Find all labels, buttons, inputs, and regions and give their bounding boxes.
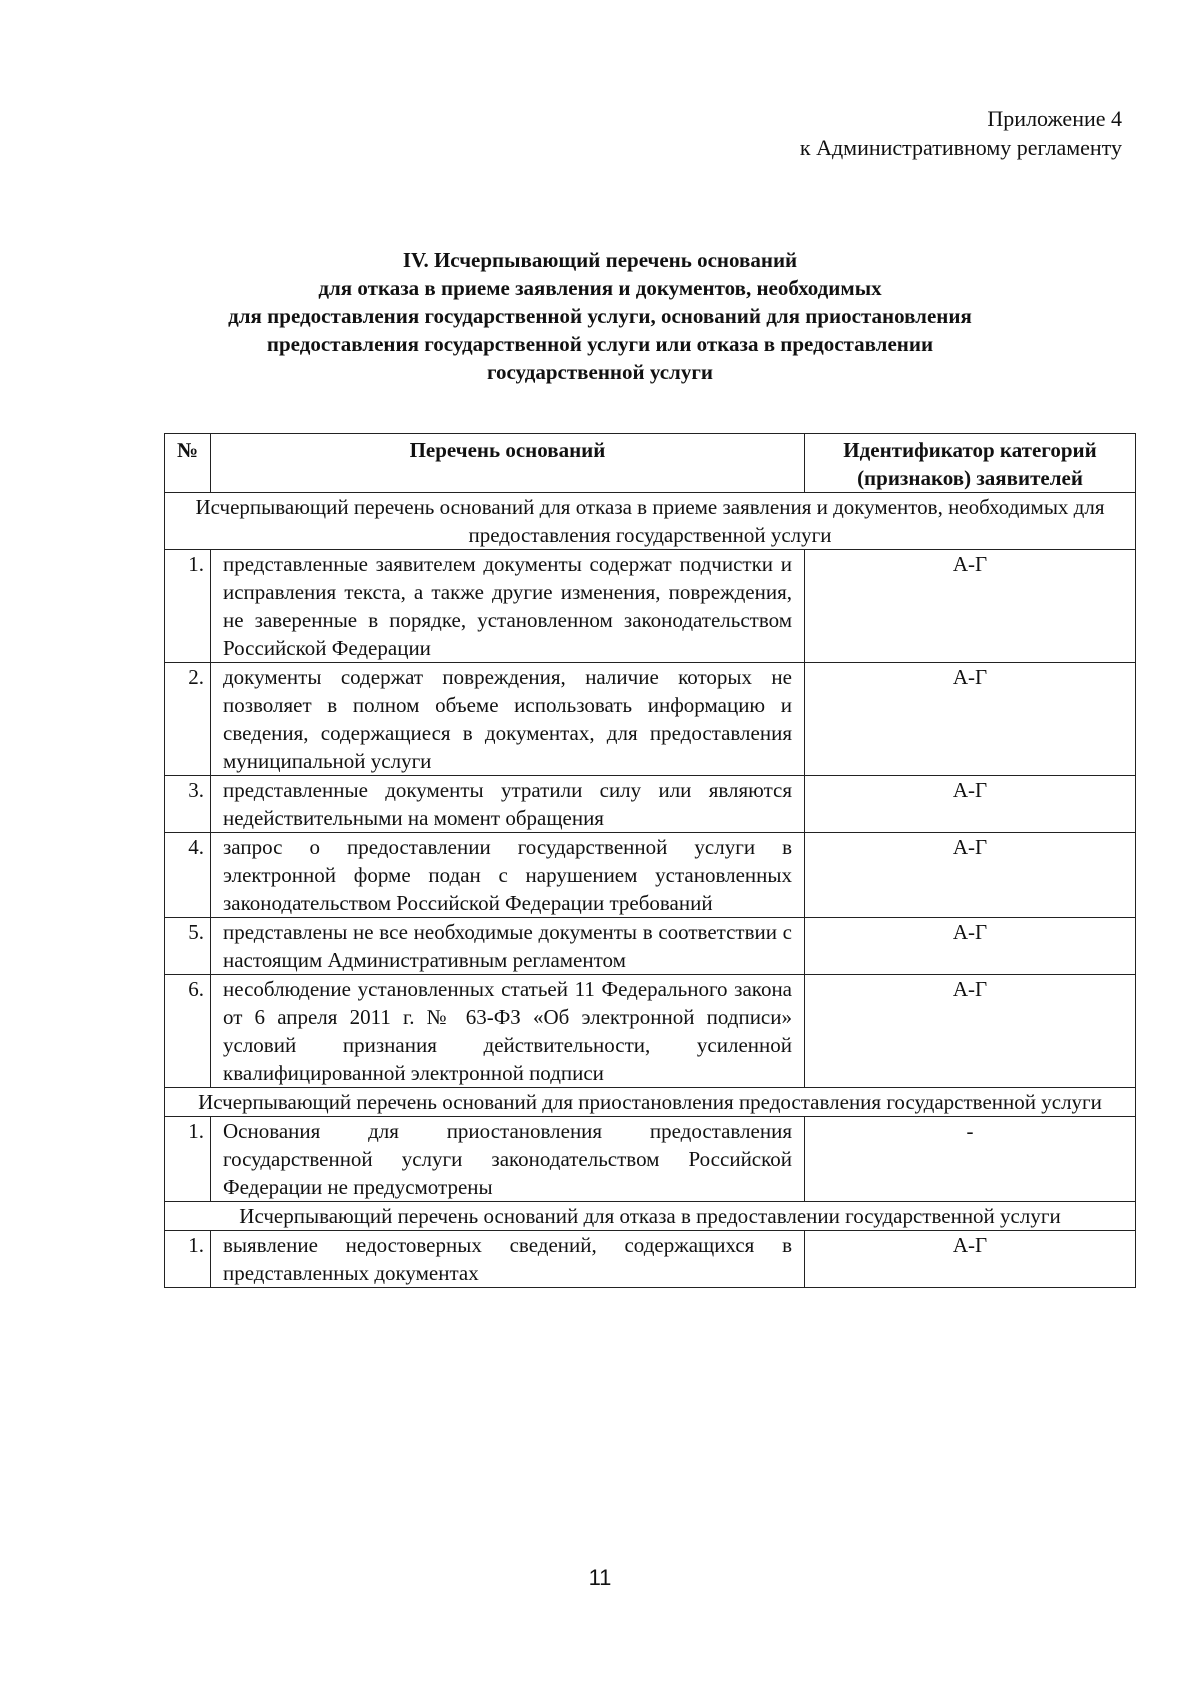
- row-number: 1.: [165, 550, 211, 663]
- table-row: [165, 918, 1136, 975]
- header-reasons: Перечень оснований: [211, 434, 805, 493]
- row-identifier: А-Г: [805, 776, 1136, 833]
- section-heading-row: [165, 1202, 1136, 1231]
- table-row: [165, 550, 1136, 663]
- section-heading-refusal-acceptance: Исчерпывающий перечень оснований для отказа в приеме заявления и документов, необходимых для предоставления государственной услуги: [165, 493, 1136, 550]
- row-number: 4.: [165, 833, 211, 918]
- header-num: №: [165, 434, 211, 493]
- row-number: 1.: [165, 1117, 211, 1202]
- row-reason: Основания для приостановления предоставления государственной услуги законодательством Российской Федерации не предусмотрены: [211, 1117, 805, 1202]
- row-reason: документы содержат повреждения, наличие которых не позволяет в полном объеме использовать информацию и сведения, содержащиеся в документах, для предоставления муниципальной услуги: [211, 663, 805, 776]
- row-identifier: -: [805, 1117, 1136, 1202]
- title-line: IV. Исчерпывающий перечень оснований: [402, 248, 798, 272]
- table-row: [165, 663, 1136, 776]
- row-number: 5.: [165, 918, 211, 975]
- row-number: 6.: [165, 975, 211, 1088]
- title-line: предоставления государственной услуги или отказа в предоставлении: [266, 332, 934, 356]
- row-identifier: А-Г: [805, 975, 1136, 1088]
- row-identifier: А-Г: [805, 550, 1136, 663]
- row-reason: представленные заявителем документы содержат подчистки и исправления текста, а также другие изменения, повреждения, не заверенные в порядке, установленном законодательством Российской Федерации: [211, 550, 805, 663]
- row-reason: представленные документы утратили силу или являются недействительными на момент обращения: [211, 776, 805, 833]
- header-identifier: Идентификатор категорий (признаков) заявителей: [805, 434, 1136, 493]
- appendix-number: Приложение 4: [987, 106, 1122, 131]
- row-number: 1.: [165, 1231, 211, 1288]
- section-title: [150, 246, 1050, 386]
- appendix-header: [800, 104, 1122, 162]
- appendix-reference: к Административному регламенту: [799, 135, 1122, 160]
- table-row: [165, 1117, 1136, 1202]
- table-row: [165, 776, 1136, 833]
- grounds-table: [164, 433, 1136, 1288]
- row-reason: представлены не все необходимые документы в соответствии с настоящим Административным регламентом: [211, 918, 805, 975]
- section-heading-row: [165, 1088, 1136, 1117]
- row-identifier: А-Г: [805, 918, 1136, 975]
- row-reason: выявление недостоверных сведений, содержащихся в представленных документах: [211, 1231, 805, 1288]
- row-reason: запрос о предоставлении государственной услуги в электронной форме подан с нарушением установленных законодательством Российской Федерации требований: [211, 833, 805, 918]
- table-row: [165, 975, 1136, 1088]
- table-header-row: [165, 434, 1136, 493]
- table-row: [165, 1231, 1136, 1288]
- row-number: 3.: [165, 776, 211, 833]
- section-heading-suspension: Исчерпывающий перечень оснований для приостановления предоставления государственной услуги: [165, 1088, 1136, 1117]
- row-identifier: А-Г: [805, 663, 1136, 776]
- section-heading-row: [165, 493, 1136, 550]
- row-number: 2.: [165, 663, 211, 776]
- section-heading-refusal-service: Исчерпывающий перечень оснований для отказа в предоставлении государственной услуги: [165, 1202, 1136, 1231]
- row-identifier: А-Г: [805, 1231, 1136, 1288]
- title-line: государственной услуги: [487, 360, 713, 384]
- row-reason: несоблюдение установленных статьей 11 Федерального закона от 6 апреля 2011 г. № 63-ФЗ «Об электронной подписи» условий признания действительности, усиленной квалифицированной электронной подписи: [211, 975, 805, 1088]
- title-line: для предоставления государственной услуги, оснований для приостановления: [228, 304, 972, 328]
- title-line: для отказа в приеме заявления и документов, необходимых: [318, 276, 882, 300]
- table-row: [165, 833, 1136, 918]
- page-number: 11: [588, 1565, 612, 1590]
- row-identifier: А-Г: [805, 833, 1136, 918]
